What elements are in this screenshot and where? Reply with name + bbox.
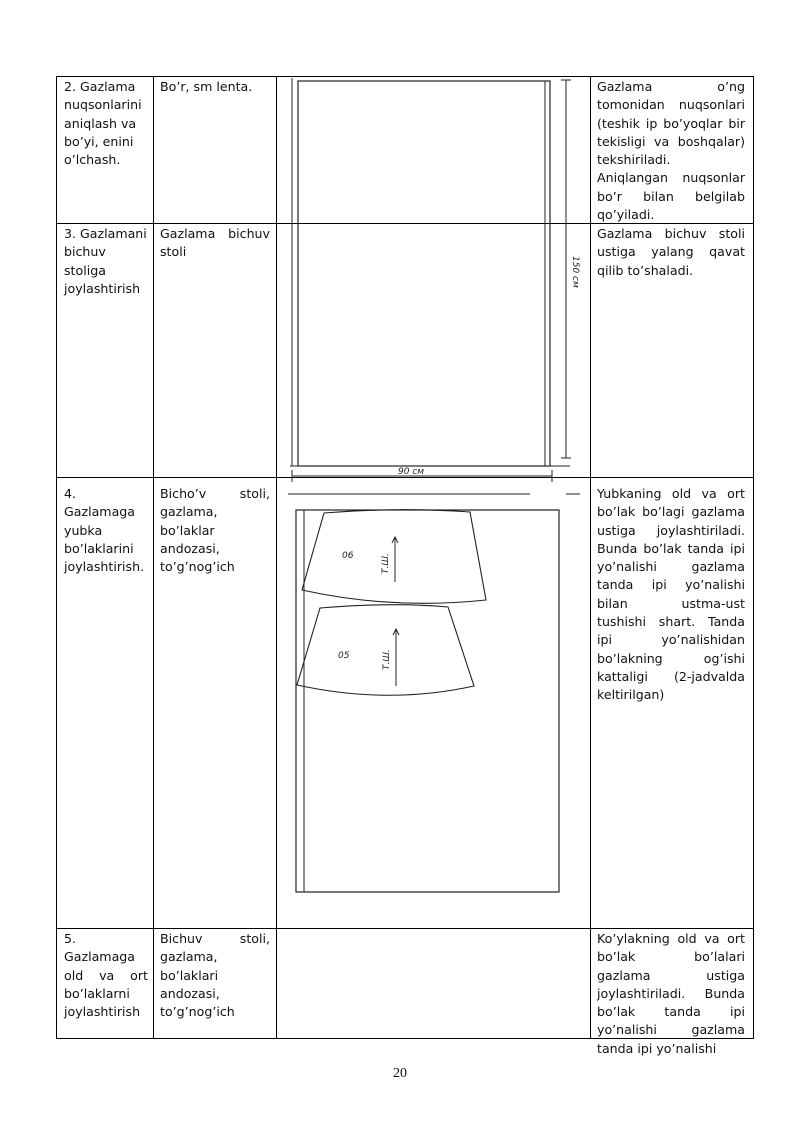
step-description: Gazlama o’ng tomonidan nuqsonlari (teshik ip bo’yoqlar bir tekisligi va boshqalar) tekshiriladi. Aniqlangan nuqsonlar bo’r bilan belgilab qo’yiladi. [597,79,745,223]
grain-line-label: Т.Ш. [382,649,392,670]
step-name: 4. Gazlamaga yubka bo’laklarini joylashtirish. [64,486,145,575]
step-description: Yubkaning old va ort bo’lak bo’lagi gazlama ustiga joylashtiriladi. Bunda bo’lak tanda ipi yo’nalishi gazlama tanda ipi yo’nalishi bilan ustma-ust tushishi shart. Tanda ipi yo’nalishidan bo’lakning og’ishi kattaligi (2-jadvalda keltirilgan) [597,486,745,703]
step-tools: Bicho’v stoli, gazlama, bo’laklar andozasi, to’g’nog’ich [160,486,270,575]
step-tools: Gazlama bichuv stoli [160,226,270,260]
step-description: Ko’ylakning old va ort bo’lak bo’lalari gazlama ustiga joylashtiriladi. Bunda bo’lak tanda ipi yo’nalishi gazlama tanda ipi yo’nalishi [597,931,745,1056]
row-divider [57,928,753,929]
step-name: 3. Gazlamani bichuv stoliga joylashtirish [64,226,147,296]
step-name: 2. Gazlama nuqsonlarini aniqlash va bo’yi, enini o’lchash. [64,79,142,168]
skirt-pieces-layout-drawing [280,490,590,900]
column-divider [590,77,591,1038]
column-divider [276,77,277,1038]
grain-line-label: Т.Ш. [381,553,391,574]
step-tools: Bichuv stoli, gazlama, bo’laklari andozasi, to’g’nog’ich [160,931,270,1020]
piece-upper-label: 06 [342,551,354,561]
step-description: Gazlama bichuv stoli ustiga yalang qavat qilib to’shaladi. [597,226,745,278]
fabric-layout-drawing [280,76,590,486]
fabric-width-label: 90 см [398,467,425,477]
column-divider [153,77,154,1038]
step-name: 5. Gazlamaga old va ort bo’laklarni joylashtirish [64,931,148,1020]
step-tools: Bo’r, sm lenta. [160,79,253,94]
fabric-length-label: 150 см [570,256,580,288]
page-number: 20 [393,1066,407,1081]
piece-lower-label: 05 [338,651,350,661]
